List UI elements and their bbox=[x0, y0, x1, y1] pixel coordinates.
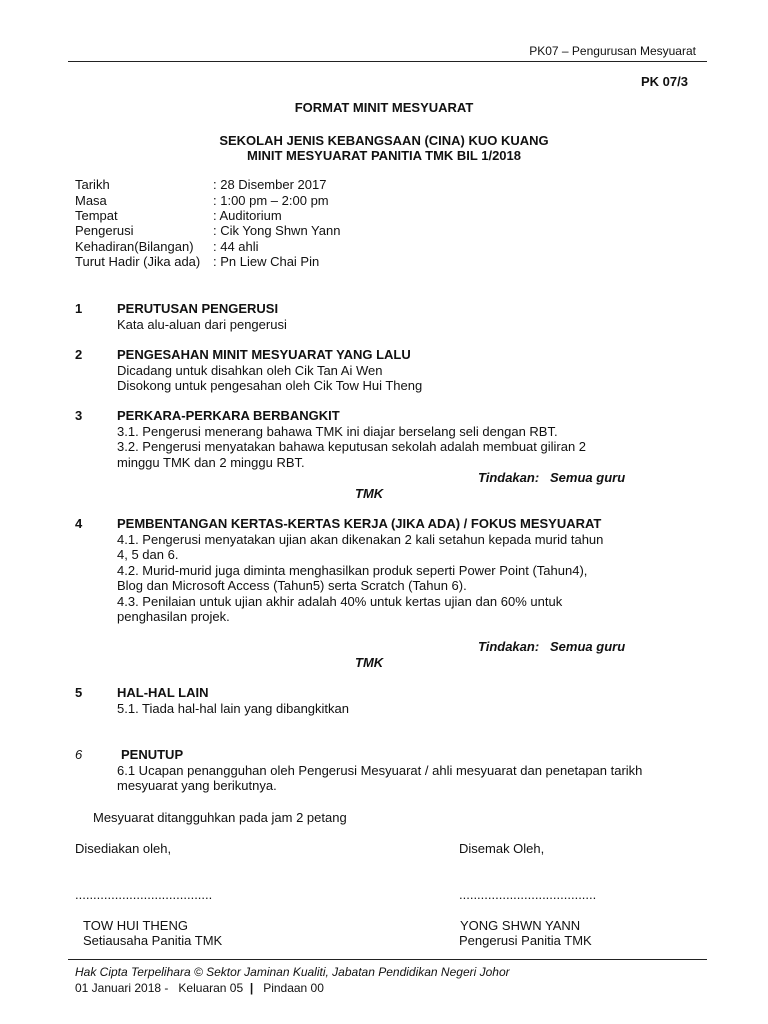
section-line: 4, 5 dan 6. bbox=[117, 547, 179, 562]
chair-name: YONG SHWN YANN bbox=[460, 918, 581, 933]
secretary-name: TOW HUI THENG bbox=[83, 918, 188, 933]
section-line: 4.3. Penilaian untuk ujian akhir adalah 40% untuk kertas ujian dan 60% untuk bbox=[117, 593, 563, 609]
meta-label: Tempat bbox=[75, 208, 118, 223]
section-heading: PERKARA-PERKARA BERBANGKIT bbox=[117, 408, 340, 423]
section-line: 6.1 Ucapan penangguhan oleh Pengerusi Mesyuarat / ahli mesyuarat dan penetapan tarikh bbox=[117, 762, 643, 778]
section-number: 3 bbox=[75, 408, 83, 423]
secretary-role: Setiausaha Panitia TMK bbox=[83, 933, 223, 948]
action-label: Tindakan: bbox=[478, 470, 540, 485]
section-line: 3.1. Pengerusi menerang bahawa TMK ini diajar berselang seli dengan RBT. bbox=[117, 423, 558, 439]
closing-statement: Mesyuarat ditangguhkan pada jam 2 petang bbox=[93, 810, 347, 825]
section-number: 2 bbox=[75, 347, 83, 362]
meta-value: : Cik Yong Shwn Yann bbox=[213, 223, 341, 238]
section-heading: PEMBENTANGAN KERTAS-KERTAS KERJA (JIKA ADA) / FOKUS MESYUARAT bbox=[117, 516, 602, 531]
meta-row-date bbox=[75, 177, 326, 193]
section-perkara-berbangkit bbox=[117, 408, 586, 470]
section-penutup bbox=[117, 747, 642, 794]
section-line: Blog dan Microsoft Access (Tahun5) serta Scratch (Tahun 6). bbox=[117, 578, 467, 593]
section-number: 1 bbox=[75, 301, 83, 316]
meta-row-venue bbox=[75, 208, 282, 224]
section-hal-lain bbox=[117, 685, 349, 716]
footer-revision: Pindaan 00 bbox=[263, 981, 324, 995]
section-line: Kata alu-aluan dari pengerusi bbox=[117, 316, 287, 332]
signature-line-right: ...................................... bbox=[459, 887, 597, 902]
section-line: Disokong untuk pengesahan oleh Cik Tow Hui Theng bbox=[117, 378, 423, 393]
header-rule bbox=[68, 61, 707, 62]
footer-issue: Keluaran 05 bbox=[178, 981, 244, 995]
meta-label: Turut Hadir (Jika ada) bbox=[75, 254, 201, 269]
meta-label: Pengerusi bbox=[75, 223, 134, 238]
footer-separator: | bbox=[249, 981, 254, 995]
footer-rule bbox=[68, 959, 707, 960]
meta-label: Masa bbox=[75, 193, 107, 208]
document-code: PK07 – Pengurusan Mesyuarat bbox=[529, 44, 696, 58]
section-line: penghasilan projek. bbox=[117, 609, 230, 624]
meta-row-chair bbox=[75, 223, 340, 239]
chair-role: Pengerusi Panitia TMK bbox=[459, 933, 592, 948]
action-value: Semua guru bbox=[550, 470, 626, 485]
school-title: SEKOLAH JENIS KEBANGSAAN (CINA) KUO KUANG bbox=[219, 133, 549, 148]
meta-label: Kehadiran(Bilangan) bbox=[75, 239, 194, 254]
section-line: 4.1. Pengerusi menyatakan ujian akan dikenakan 2 kali setahun kepada murid tahun bbox=[117, 531, 604, 547]
section-line: Dicadang untuk disahkan oleh Cik Tan Ai Wen bbox=[117, 362, 383, 378]
section-line: minggu TMK dan 2 minggu RBT. bbox=[117, 454, 305, 470]
meta-label: Tarikh bbox=[75, 177, 110, 192]
section-line: mesyuarat yang berikutnya. bbox=[117, 778, 277, 793]
format-title: FORMAT MINIT MESYUARAT bbox=[294, 100, 474, 115]
section-heading: PENUTUP bbox=[121, 747, 184, 762]
reference-code: PK 07/3 bbox=[641, 74, 688, 89]
action-note bbox=[478, 470, 625, 486]
action-value-continued: TMK bbox=[355, 486, 384, 501]
meta-value: : Pn Liew Chai Pin bbox=[213, 254, 320, 269]
section-heading: HAL-HAL LAIN bbox=[117, 685, 209, 700]
section-number: 6 bbox=[75, 747, 83, 762]
action-label: Tindakan: bbox=[478, 639, 540, 654]
footer-block bbox=[75, 964, 510, 996]
action-note bbox=[478, 639, 625, 655]
section-number: 5 bbox=[75, 685, 83, 700]
section-line: 5.1. Tiada hal-hal lain yang dibangkitkan bbox=[117, 700, 349, 716]
section-perutusan bbox=[117, 301, 287, 332]
action-value-continued: TMK bbox=[355, 655, 384, 670]
action-value: Semua guru bbox=[550, 639, 626, 654]
signature-line-left: ...................................... bbox=[75, 887, 213, 902]
meta-value: : 1:00 pm – 2:00 pm bbox=[213, 193, 329, 208]
reviewed-by-label: Disemak Oleh, bbox=[459, 841, 545, 856]
section-heading: PERUTUSAN PENGERUSI bbox=[117, 301, 279, 316]
footer-copyright: Hak Cipta Terpelihara © Sektor Jaminan Kualiti, Jabatan Pendidikan Negeri Johor bbox=[75, 965, 510, 979]
meeting-title: MINIT MESYUARAT PANITIA TMK BIL 1/2018 bbox=[247, 148, 521, 163]
section-pengesahan bbox=[117, 347, 422, 394]
meta-value: : Auditorium bbox=[213, 208, 282, 223]
prepared-by-label: Disediakan oleh, bbox=[75, 841, 172, 856]
meta-row-time bbox=[75, 193, 329, 209]
section-heading: PENGESAHAN MINIT MESYUARAT YANG LALU bbox=[117, 347, 411, 362]
footer-version bbox=[75, 980, 510, 996]
section-number: 4 bbox=[75, 516, 83, 531]
section-line: 3.2. Pengerusi menyatakan bahawa keputusan sekolah adalah membuat giliran 2 bbox=[117, 439, 587, 454]
meta-value: : 44 ahli bbox=[213, 239, 259, 254]
footer-date: 01 Januari 2018 - bbox=[75, 981, 169, 995]
meta-value: : 28 Disember 2017 bbox=[213, 177, 327, 192]
meta-row-also-present bbox=[75, 254, 319, 270]
section-line: 4.2. Murid-murid juga diminta menghasilkan produk seperti Power Point (Tahun4), bbox=[117, 562, 588, 578]
meta-row-attendance bbox=[75, 239, 259, 255]
section-pembentangan bbox=[117, 516, 603, 625]
